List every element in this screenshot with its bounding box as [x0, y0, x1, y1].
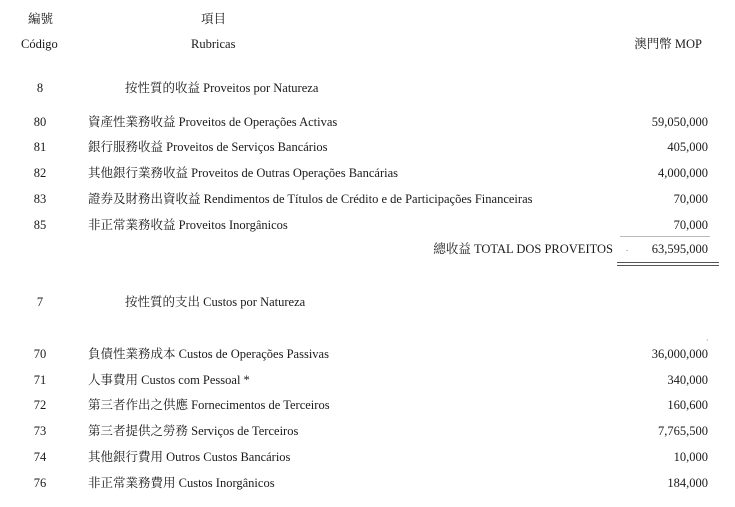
row-amount: 405,000 [667, 140, 708, 154]
code-column-header-pt: Código [21, 37, 58, 51]
code-column-header-zh: 編號 [28, 12, 54, 26]
row-code: 74 [33, 450, 47, 464]
row-label: 銀行服務收益 Proveitos de Serviços Bancários [88, 140, 328, 154]
item-column-header-pt: Rubricas [191, 37, 236, 51]
row-amount: 4,000,000 [658, 166, 708, 180]
subtotal-rule [620, 236, 710, 237]
tick-mark: . [626, 243, 629, 253]
row-code: 82 [33, 166, 47, 180]
row-label: 其他銀行費用 Outros Custos Bancários [88, 450, 291, 464]
row-code: 85 [33, 218, 47, 232]
row-amount: 70,000 [673, 192, 708, 206]
row-label: 其他銀行業務收益 Proveitos de Outras Operações Bancárias [88, 166, 398, 180]
row-label: 第三者作出之供應 Fornecimentos de Terceiros [88, 398, 330, 412]
section-code-proveitos: 8 [36, 81, 44, 95]
row-label: 資產性業務收益 Proveitos de Operações Activas [88, 115, 338, 129]
row-label: 非正常業務費用 Custos Inorgânicos [88, 476, 275, 490]
section-title-proveitos: 按性質的收益 Proveitos por Natureza [125, 81, 319, 95]
row-code: 81 [33, 140, 47, 154]
row-amount: 36,000,000 [651, 347, 708, 361]
total-amount: 63,595,000 [651, 242, 708, 256]
total-label: 總收益 TOTAL DOS PROVEITOS [433, 242, 613, 256]
row-label: 人事費用 Custos com Pessoal * [88, 373, 250, 387]
currency-column-header: 澳門幣 MOP [634, 37, 702, 51]
section-title-custos: 按性質的支出 Custos por Natureza [125, 295, 306, 309]
row-label: 非正常業務收益 Proveitos Inorgânicos [88, 218, 288, 232]
row-amount: 184,000 [667, 476, 708, 490]
row-amount: 59,050,000 [651, 115, 708, 129]
row-label: 第三者提供之勞務 Serviços de Terceiros [88, 424, 299, 438]
row-label: 負債性業務成本 Custos de Operações Passivas [88, 347, 329, 361]
section-code-custos: 7 [36, 295, 44, 309]
row-amount: 70,000 [673, 218, 708, 232]
row-code: 73 [33, 424, 47, 438]
row-code: 71 [33, 373, 47, 387]
total-double-rule-top [617, 262, 719, 263]
item-column-header-zh: 項目 [201, 12, 227, 26]
total-double-rule-bottom [617, 265, 719, 266]
row-code: 70 [33, 347, 47, 361]
row-label: 證券及財務出資收益 Rendimentos de Títulos de Crédito e de Participações Financeiras [88, 192, 533, 206]
row-code: 83 [33, 192, 47, 206]
row-amount: 10,000 [673, 450, 708, 464]
row-code: 72 [33, 398, 47, 412]
margin-mark: ` [706, 338, 709, 348]
row-amount: 7,765,500 [658, 424, 708, 438]
row-amount: 160,600 [667, 398, 708, 412]
row-code: 76 [33, 476, 47, 490]
row-code: 80 [33, 115, 47, 129]
row-amount: 340,000 [667, 373, 708, 387]
